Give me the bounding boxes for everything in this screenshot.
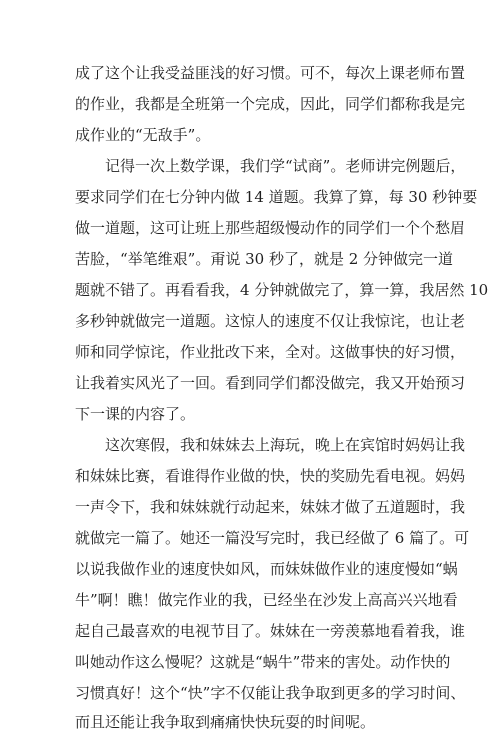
text-line-4: 记得一次上数学课，我们学“试商”。老师讲完例题后， [105, 157, 466, 175]
text-line-17: 以说我做作业的速度快如风，而妹妹做作业的速度慢如“蜗 [75, 560, 458, 578]
text-line-14: 和妹妹比赛，看谁得作业做的快，快的奖励先看电视。妈妈 [75, 467, 466, 485]
text-line-13: 这次寒假，我和妹妹去上海玩，晚上在宾馆时妈妈让我 [105, 436, 466, 454]
text-line-11: 让我着实风光了一回。看到同学们都没做完，我又开始预习 [75, 374, 466, 392]
text-line-20: 叫她动作这么慢呢？这就是“蜗牛”带来的害处。动作快的 [75, 653, 451, 671]
text-line-2: 的作业，我都是全班第一个完成，因此，同学们都称我是完 [75, 95, 466, 113]
text-line-9: 多秒钟就做完一道题。这惊人的速度不仅让我惊诧，也让老 [75, 312, 466, 330]
text-line-16: 就做完一篇了。她还一篇没写完时，我已经做了 6 篇了。可 [75, 529, 470, 547]
text-line-21: 习惯真好！这个“快”字不仅能让我争取到更多的学习时间、 [75, 684, 466, 702]
text-line-10: 师和同学惊诧，作业批改下来，全对。这做事快的好习惯， [75, 343, 466, 361]
text-line-18: 牛”啊！瞧！做完作业的我，已经坐在沙发上高高兴兴地看 [75, 591, 458, 609]
text-line-7: 苦脸，“举笔维艰”。甭说 30 秒了，就是 2 分钟做完一道 [75, 250, 454, 268]
text-line-15: 一声令下，我和妹妹就行动起来，妹妹才做了五道题时，我 [75, 498, 466, 516]
text-line-12: 下一课的内容了。 [75, 405, 196, 423]
text-line-6: 做一道题，这可让班上那些超级慢动作的同学们一个个愁眉 [75, 219, 466, 237]
text-line-3: 成作业的“无敌手”。 [75, 126, 211, 144]
text-line-5: 要求同学们在七分钟内做 14 道题。我算了算，每 30 秒钟要 [75, 188, 478, 206]
text-line-19: 起自己最喜欢的电视节目了。妹妹在一旁羡慕地看着我，谁 [75, 622, 466, 640]
text-line-22: 而且还能让我争取到痛痛快快玩耍的时间呢。 [75, 713, 376, 731]
text-line-8: 题就不错了。再看看我，4 分钟就做完了，算一算，我居然 10 [75, 281, 489, 299]
text-line-1: 成了这个让我受益匪浅的好习惯。可不，每次上课老师布置 [75, 64, 466, 82]
